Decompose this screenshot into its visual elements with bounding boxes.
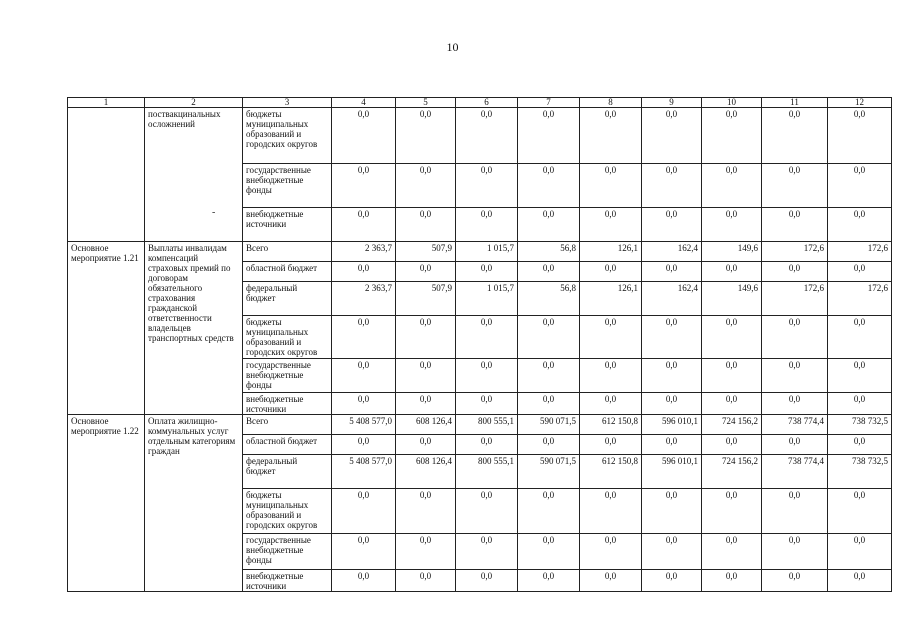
- value-cell: 0,0: [828, 164, 892, 208]
- value-cell: 0,0: [396, 534, 456, 570]
- value-cell: 0,0: [828, 108, 892, 164]
- table-row: [68, 415, 892, 435]
- value-cell: 507,9: [396, 282, 456, 316]
- value-cell: 0,0: [332, 570, 396, 592]
- value-cell: 0,0: [702, 393, 762, 415]
- value-cell: 0,0: [396, 316, 456, 359]
- value-cell: 0,0: [762, 570, 828, 592]
- value-cell: 0,0: [580, 570, 642, 592]
- value-cell: 738 774,4: [762, 455, 828, 489]
- value-cell: 2 363,7: [332, 282, 396, 316]
- value-cell: 0,0: [396, 435, 456, 455]
- value-cell: 0,0: [702, 262, 762, 282]
- value-cell: 0,0: [518, 208, 580, 242]
- value-cell: 0,0: [396, 164, 456, 208]
- table-body: [68, 98, 892, 592]
- value-cell: 0,0: [702, 108, 762, 164]
- value-cell: 612 150,8: [580, 415, 642, 435]
- value-cell: 0,0: [762, 262, 828, 282]
- value-cell: 0,0: [702, 489, 762, 534]
- value-cell: 0,0: [762, 489, 828, 534]
- table-row: [68, 242, 892, 262]
- value-cell: 0,0: [702, 534, 762, 570]
- value-cell: 0,0: [580, 435, 642, 455]
- value-cell: 738 774,4: [762, 415, 828, 435]
- value-cell: 149,6: [702, 242, 762, 262]
- value-cell: 0,0: [702, 164, 762, 208]
- value-cell: 0,0: [456, 534, 518, 570]
- value-cell: 0,0: [702, 208, 762, 242]
- value-cell: 0,0: [642, 570, 702, 592]
- value-cell: 1 015,7: [456, 282, 518, 316]
- source-cell: бюджеты муниципальных образований и городских округов: [243, 316, 332, 359]
- value-cell: 0,0: [580, 208, 642, 242]
- value-cell: 0,0: [762, 164, 828, 208]
- value-cell: 0,0: [642, 108, 702, 164]
- source-cell: бюджеты муниципальных образований и городских округов: [243, 108, 332, 164]
- header-cell: 10: [702, 98, 762, 108]
- value-cell: 800 555,1: [456, 455, 518, 489]
- measure-cell: Выплаты инвалидам компенсаций страховых премий по договорам обязательного страхования гражданской ответственности владельцев транспортных средств: [145, 242, 243, 415]
- value-cell: 162,4: [642, 242, 702, 262]
- header-cell: 12: [828, 98, 892, 108]
- value-cell: 0,0: [518, 435, 580, 455]
- value-cell: 0,0: [580, 393, 642, 415]
- value-cell: 0,0: [396, 359, 456, 393]
- value-cell: 0,0: [828, 359, 892, 393]
- page-number: 10: [446, 40, 459, 54]
- source-cell: Всего: [243, 242, 332, 262]
- value-cell: 0,0: [580, 359, 642, 393]
- header-cell: 2: [145, 98, 243, 108]
- source-cell: государственные внебюджетные фонды: [243, 534, 332, 570]
- value-cell: 0,0: [332, 534, 396, 570]
- value-cell: 0,0: [828, 316, 892, 359]
- source-cell: внебюджетные источники: [243, 570, 332, 592]
- header-cell: 3: [243, 98, 332, 108]
- measure-cell: поствакцинальных осложнений: [145, 108, 243, 242]
- value-cell: 0,0: [762, 359, 828, 393]
- value-cell: 0,0: [518, 316, 580, 359]
- value-cell: 738 732,5: [828, 455, 892, 489]
- value-cell: 0,0: [456, 108, 518, 164]
- value-cell: 0,0: [580, 262, 642, 282]
- value-cell: 0,0: [332, 489, 396, 534]
- value-cell: 0,0: [456, 570, 518, 592]
- value-cell: 0,0: [332, 359, 396, 393]
- value-cell: 0,0: [332, 435, 396, 455]
- header-cell: 1: [68, 98, 145, 108]
- value-cell: 0,0: [642, 316, 702, 359]
- value-cell: 56,8: [518, 282, 580, 316]
- table-row: [68, 108, 892, 164]
- value-cell: 0,0: [456, 435, 518, 455]
- activity-code-cell: Основное мероприятие 1.22: [68, 415, 145, 592]
- value-cell: 0,0: [456, 208, 518, 242]
- header-cell: 11: [762, 98, 828, 108]
- value-cell: 0,0: [332, 164, 396, 208]
- value-cell: 126,1: [580, 282, 642, 316]
- value-cell: 0,0: [518, 108, 580, 164]
- value-cell: 0,0: [396, 570, 456, 592]
- value-cell: 0,0: [762, 393, 828, 415]
- value-cell: 0,0: [828, 262, 892, 282]
- budget-table: [67, 97, 892, 592]
- value-cell: 596 010,1: [642, 415, 702, 435]
- value-cell: 0,0: [828, 489, 892, 534]
- value-cell: 0,0: [828, 570, 892, 592]
- header-cell: 9: [642, 98, 702, 108]
- value-cell: 0,0: [518, 393, 580, 415]
- value-cell: 0,0: [518, 164, 580, 208]
- value-cell: 0,0: [762, 435, 828, 455]
- value-cell: 0,0: [396, 208, 456, 242]
- value-cell: 0,0: [396, 262, 456, 282]
- header-cell: 5: [396, 98, 456, 108]
- value-cell: 0,0: [396, 108, 456, 164]
- value-cell: 590 071,5: [518, 415, 580, 435]
- value-cell: 0,0: [518, 489, 580, 534]
- value-cell: 0,0: [702, 316, 762, 359]
- value-cell: 0,0: [396, 393, 456, 415]
- value-cell: 0,0: [332, 316, 396, 359]
- value-cell: 0,0: [642, 534, 702, 570]
- value-cell: 0,0: [642, 208, 702, 242]
- value-cell: 608 126,4: [396, 415, 456, 435]
- value-cell: 800 555,1: [456, 415, 518, 435]
- value-cell: 0,0: [828, 435, 892, 455]
- value-cell: 0,0: [702, 570, 762, 592]
- value-cell: 2 363,7: [332, 242, 396, 262]
- header-cell: 7: [518, 98, 580, 108]
- value-cell: 0,0: [580, 489, 642, 534]
- source-cell: федеральный бюджет: [243, 282, 332, 316]
- value-cell: 0,0: [396, 489, 456, 534]
- value-cell: 590 071,5: [518, 455, 580, 489]
- value-cell: 1 015,7: [456, 242, 518, 262]
- value-cell: 0,0: [642, 262, 702, 282]
- value-cell: 0,0: [580, 534, 642, 570]
- value-cell: 0,0: [642, 164, 702, 208]
- header-cell: 6: [456, 98, 518, 108]
- value-cell: 0,0: [642, 393, 702, 415]
- source-cell: областной бюджет: [243, 435, 332, 455]
- value-cell: 0,0: [456, 393, 518, 415]
- value-cell: 0,0: [642, 359, 702, 393]
- value-cell: 596 010,1: [642, 455, 702, 489]
- value-cell: 0,0: [518, 359, 580, 393]
- value-cell: 0,0: [332, 393, 396, 415]
- source-cell: федеральный бюджет: [243, 455, 332, 489]
- value-cell: 0,0: [518, 570, 580, 592]
- value-cell: 0,0: [332, 262, 396, 282]
- value-cell: 126,1: [580, 242, 642, 262]
- value-cell: 172,6: [828, 282, 892, 316]
- value-cell: 0,0: [642, 489, 702, 534]
- value-cell: 0,0: [762, 316, 828, 359]
- value-cell: 0,0: [518, 534, 580, 570]
- value-cell: 724 156,2: [702, 455, 762, 489]
- value-cell: 0,0: [828, 208, 892, 242]
- value-cell: 56,8: [518, 242, 580, 262]
- value-cell: 612 150,8: [580, 455, 642, 489]
- value-cell: 0,0: [332, 108, 396, 164]
- value-cell: 0,0: [332, 208, 396, 242]
- value-cell: 507,9: [396, 242, 456, 262]
- header-cell: 4: [332, 98, 396, 108]
- value-cell: 0,0: [580, 316, 642, 359]
- value-cell: 738 732,5: [828, 415, 892, 435]
- value-cell: 149,6: [702, 282, 762, 316]
- value-cell: 0,0: [642, 435, 702, 455]
- source-cell: государственные внебюджетные фонды: [243, 164, 332, 208]
- code-cell: [68, 108, 145, 242]
- value-cell: 0,0: [762, 208, 828, 242]
- activity-code-cell: Основное мероприятие 1.21: [68, 242, 145, 415]
- value-cell: 162,4: [642, 282, 702, 316]
- source-cell: внебюджетные источники: [243, 393, 332, 415]
- value-cell: 0,0: [828, 534, 892, 570]
- value-cell: 0,0: [762, 108, 828, 164]
- value-cell: 0,0: [828, 393, 892, 415]
- source-cell: внебюджетные источники: [243, 208, 332, 242]
- value-cell: 0,0: [456, 262, 518, 282]
- value-cell: 172,6: [828, 242, 892, 262]
- value-cell: 172,6: [762, 282, 828, 316]
- value-cell: 172,6: [762, 242, 828, 262]
- source-cell: бюджеты муниципальных образований и городских округов: [243, 489, 332, 534]
- value-cell: 0,0: [702, 435, 762, 455]
- header-cell: 8: [580, 98, 642, 108]
- table-header-row: [68, 98, 892, 108]
- value-cell: 0,0: [456, 359, 518, 393]
- value-cell: 0,0: [456, 316, 518, 359]
- value-cell: 5 408 577,0: [332, 455, 396, 489]
- value-cell: 608 126,4: [396, 455, 456, 489]
- value-cell: 0,0: [762, 534, 828, 570]
- source-cell: областной бюджет: [243, 262, 332, 282]
- value-cell: 0,0: [702, 359, 762, 393]
- value-cell: 0,0: [456, 164, 518, 208]
- value-cell: 0,0: [580, 108, 642, 164]
- value-cell: 0,0: [580, 164, 642, 208]
- value-cell: 0,0: [456, 489, 518, 534]
- measure-cell: Оплата жилищно-коммунальных услуг отдельным категориям граждан: [145, 415, 243, 592]
- value-cell: 0,0: [518, 262, 580, 282]
- stray-mark: -: [212, 207, 216, 218]
- source-cell: Всего: [243, 415, 332, 435]
- value-cell: 724 156,2: [702, 415, 762, 435]
- source-cell: государственные внебюджетные фонды: [243, 359, 332, 393]
- value-cell: 5 408 577,0: [332, 415, 396, 435]
